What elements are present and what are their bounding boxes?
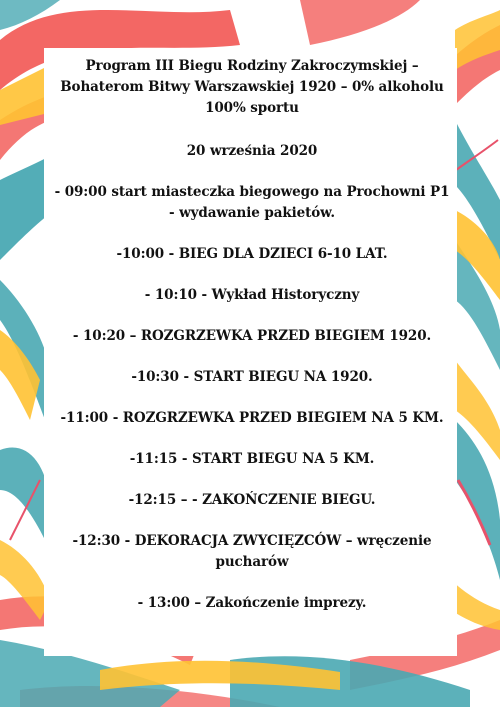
schedule-item-1300: - 13:00 – Zakończenie imprezy. xyxy=(137,595,367,611)
schedule-item-1000: -10:00 - BIEG DLA DZIECI 6-10 LAT. xyxy=(116,246,388,262)
schedule-item-0900: - 09:00 start miasteczka biegowego na Prochowni P1 - wydawanie pakietów. xyxy=(54,184,450,221)
title-line-2: Bohaterom Bitwy Warszawskiej 1920 – 0% alkoholu xyxy=(60,79,444,95)
title-line-3: 100% sportu xyxy=(205,100,299,116)
title-line-1: Program III Biegu Rodziny Zakroczymskiej – xyxy=(85,58,419,74)
schedule-item-1100: -11:00 - ROZGRZEWKA PRZED BIEGIEM NA 5 KM. xyxy=(60,410,444,426)
schedule-item-1215: -12:15 – - ZAKOŃCZENIE BIEGU. xyxy=(128,492,376,508)
schedule-item-1115: -11:15 - START BIEGU NA 5 KM. xyxy=(129,451,375,467)
schedule-item-1030: -10:30 - START BIEGU NA 1920. xyxy=(131,369,373,385)
schedule-item-1020: - 10:20 – ROZGRZEWKA PRZED BIEGIEM 1920. xyxy=(72,328,432,344)
schedule-item-1010: - 10:10 - Wykład Historyczny xyxy=(144,287,360,303)
program-title xyxy=(52,56,452,119)
schedule-item-1230: -12:30 - DEKORACJA ZWYCIĘZCÓW – wręczenie pucharów xyxy=(72,533,432,570)
event-date: 20 września 2020 xyxy=(186,143,318,159)
program-text xyxy=(52,56,452,614)
